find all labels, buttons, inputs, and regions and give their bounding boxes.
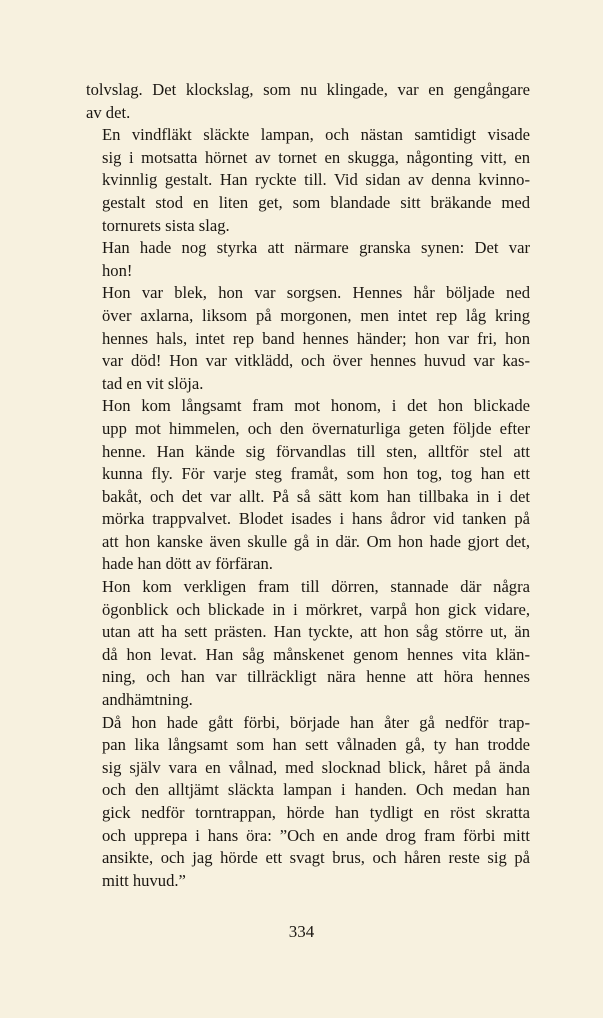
text-line: sig i motsatta hörnet av tornet en skugga, någonting vitt, en <box>102 147 530 167</box>
text-line: pan lika långsamt som han sett vålnaden gå, ty han trodde <box>102 735 530 755</box>
text-line: sig själv vara en vålnad, med slocknad blick, håret på ända <box>102 757 530 777</box>
text-line: mitt huvud.” <box>102 870 186 890</box>
text-line: Hon kom verkligen fram till dörren, stannade där några <box>102 577 530 597</box>
text-line: Han hade nog styrka att närmare granska synen: Det var <box>102 238 530 258</box>
text-line: Då hon hade gått förbi, började han åter gå nedför trap- <box>102 712 530 732</box>
text-line: kunna fly. För varje steg framåt, som hon tog, tog han ett <box>102 464 530 484</box>
text-line: gestalt stod en liten get, som blandade sitt bräkande med <box>102 192 530 212</box>
text-line: hade han dött av förfäran. <box>102 554 273 574</box>
text-line: kvinnlig gestalt. Han ryckte till. Vid sidan av denna kvinno- <box>102 170 530 190</box>
text-line: och upprepa i hans öra: ”Och en ande drog fram förbi mitt <box>102 825 530 845</box>
paragraph <box>86 282 530 395</box>
text-line: ning, och han var tillräckligt nära henne att höra hennes <box>102 667 530 687</box>
page-number: 334 <box>288 922 315 941</box>
text-line: utan att ha sett prästen. Han tyckte, att hon såg större ut, än <box>102 622 530 642</box>
text-line: då hon levat. Han såg månskenet genom hennes vita klän- <box>102 644 530 664</box>
text-line: tornurets sista slag. <box>102 215 230 235</box>
text-line: hon! <box>102 260 133 280</box>
text-line: Hon var blek, hon var sorgsen. Hennes hår böljade ned <box>102 283 530 303</box>
text-line: andhämtning. <box>102 690 193 710</box>
text-line: En vindfläkt släckte lampan, och nästan samtidigt visade <box>102 125 530 145</box>
text-line: tad en vit slöja. <box>102 373 204 393</box>
text-line: och den alltjämt släckta lampan i handen. Och medan han <box>102 780 530 800</box>
text-line: hennes hals, intet rep band hennes händer; hon var fri, hon <box>102 328 530 348</box>
text-line: upp mot himmelen, och den övernaturliga geten följde efter <box>102 418 530 438</box>
text-line: över axlarna, liksom på morgonen, men intet rep låg kring <box>102 305 530 325</box>
paragraph <box>86 124 530 237</box>
text-line: bakåt, och det var allt. På så sätt kom han tillbaka in i det <box>102 486 530 506</box>
text-line: ansikte, och jag hörde ett svagt brus, och håren reste sig på <box>102 848 530 868</box>
paragraph <box>86 576 530 712</box>
body-text <box>86 79 530 892</box>
paragraph <box>86 237 530 282</box>
paragraph <box>86 712 530 893</box>
text-line: att hon kanske även skulle gå in där. Om hon hade gjort det, <box>102 531 530 551</box>
text-line: gick nedför torntrappan, hörde han tydligt en röst skratta <box>102 803 530 822</box>
text-line: Hon kom långsamt fram mot honom, i det hon blickade <box>102 396 530 416</box>
text-line: tolvslag. Det klockslag, som nu klingade, var en gengångare <box>86 80 530 99</box>
text-line: ögonblick och blickade in i mörkret, varpå hon gick vidare, <box>102 599 530 619</box>
text-line: av det. <box>86 102 131 122</box>
text-line: var död! Hon var vitklädd, och över hennes huvud var kas- <box>102 351 530 371</box>
text-line: henne. Han kände sig förvandlas till sten, alltför stel att <box>102 441 530 461</box>
paragraph <box>86 395 530 576</box>
text-line: mörka trappvalvet. Blodet isades i hans ådror vid tanken på <box>102 509 530 529</box>
paragraph <box>86 79 530 124</box>
